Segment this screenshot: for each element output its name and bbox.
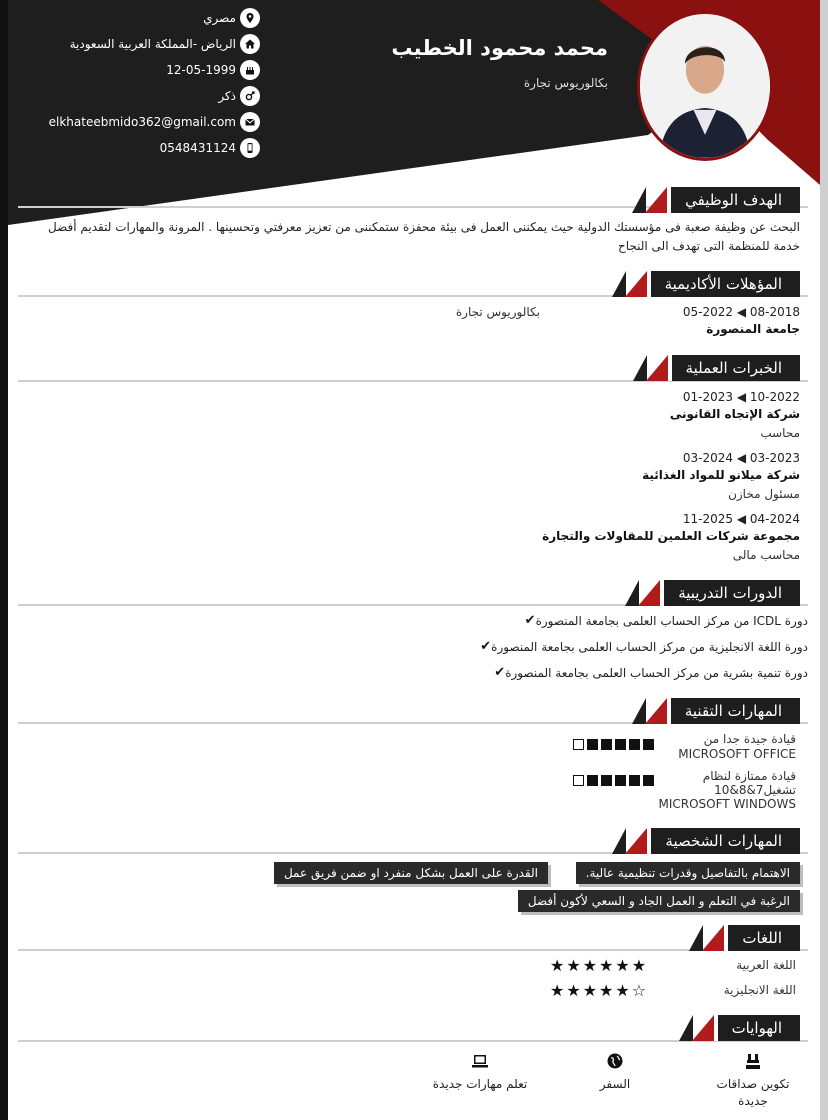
arrow-left-icon: ◀ — [733, 512, 750, 526]
section-title-label: الخبرات العملية — [672, 355, 800, 381]
course-item: ✔ دورة اللغة الانجليزية من مركز الحساب العلمى بجامعة المنصورة — [480, 639, 808, 654]
experience-company: شركة الإتجاه القانونى — [669, 407, 800, 421]
section-title-label: الهدف الوظيفي — [671, 187, 800, 213]
hobby-item: السفر — [565, 1052, 665, 1093]
level-square — [601, 739, 612, 750]
section-title-label: اللغات — [728, 925, 800, 951]
section-title-languages — [689, 925, 800, 951]
date-to: 05-2022 — [682, 305, 733, 319]
profile-photo — [637, 11, 773, 161]
personal-skill-tag: القدرة على العمل بشكل منفرد او ضمن فريق عمل — [274, 862, 548, 884]
candidate-name: محمد محمود الخطيب — [391, 36, 608, 60]
section-title-label: الهوايات — [718, 1015, 800, 1041]
language-name: اللغة العربية — [736, 958, 796, 972]
section-title-objective — [632, 187, 800, 213]
level-square — [615, 775, 626, 786]
language-star-rating: ★★★★★★ — [550, 956, 649, 975]
contact-nationality — [203, 7, 260, 29]
candidate-degree: بكالوريوس تجارة — [523, 76, 608, 90]
title-accent — [645, 187, 667, 213]
left-border — [0, 0, 8, 1120]
cv-page — [8, 0, 820, 1120]
skill-level-meter — [570, 771, 654, 790]
education-degree: بكالوريوس تجارة — [455, 305, 540, 319]
personal-skill-tag: الرغبة في التعلم و العمل الجاد و السعي لأكون أفضل — [518, 890, 800, 912]
laptop-icon — [471, 1052, 489, 1070]
contact-birthdate — [166, 59, 260, 81]
section-title-label: المهارات التقنية — [671, 698, 800, 724]
section-title-personal-skills — [612, 828, 800, 854]
experience-company: مجموعة شركات العلمين للمقاولات والتجارة — [542, 529, 800, 543]
contact-text: ذكر — [218, 89, 236, 103]
checkmark-icon: ✔ — [494, 665, 506, 680]
course-item: ✔ دورة ICDL من مركز الحساب العلمى بجامعة المنصورة — [524, 613, 808, 628]
location-pin-icon — [240, 8, 260, 28]
level-square — [643, 775, 654, 786]
right-border — [820, 0, 828, 1120]
checkmark-icon: ✔ — [480, 639, 492, 654]
section-title-education — [612, 271, 800, 297]
objective-text: البحث عن وظيفة صعبة فى مؤسستك الدولية حيث يمكننى العمل فى بيئة محفزة ستمكننى من تعزيز معرفتي وتحسينها . المرونة والمهارات لتقديم أفضل خدمة للمنظمة التى تهدف الى النجاح — [48, 220, 800, 253]
contact-address — [70, 33, 260, 55]
section-title-experience — [633, 355, 800, 381]
experience-date-range: 03-2024 ◀ 03-2023 — [682, 451, 800, 465]
arrow-left-icon: ◀ — [733, 451, 750, 465]
level-square-empty — [573, 775, 584, 786]
tech-skill-item: قيادة جيدة جدا من MICROSOFT OFFICE — [678, 732, 796, 761]
home-icon — [240, 34, 260, 54]
phone-icon — [240, 138, 260, 158]
experience-role: محاسب مالى — [732, 548, 800, 562]
hobby-item: تعلم مهارات جديدة — [430, 1052, 530, 1093]
gender-icon — [240, 86, 260, 106]
tech-skill-item: قيادة ممتازة لنظام تشغيل7&8&10 MICROSOFT WINDOWS — [658, 769, 796, 811]
contact-text: elkhateebmido362@gmail.com — [48, 115, 236, 129]
level-square — [615, 739, 626, 750]
level-square — [643, 739, 654, 750]
handshake-deal-icon — [744, 1052, 762, 1070]
hobby-item: تكوين صداقات جديدة — [703, 1052, 803, 1110]
checkmark-icon: ✔ — [524, 613, 536, 628]
level-square — [587, 775, 598, 786]
skill-level-meter — [570, 735, 654, 754]
section-title-label: الدورات التدريبية — [664, 580, 800, 606]
date-from: 08-2018 — [749, 305, 800, 319]
personal-skill-tag: الاهتمام بالتفاصيل وقدرات تنظيمية عالية. — [576, 862, 800, 884]
experience-date-range: 11-2025 ◀ 04-2024 — [682, 512, 800, 526]
level-square — [629, 739, 640, 750]
language-name: اللغة الانجليزية — [723, 983, 796, 997]
experience-role: مسئول مخازن — [728, 487, 800, 501]
contact-text: 0548431124 — [159, 141, 236, 155]
section-title-label: المهارات الشخصية — [651, 828, 800, 854]
contact-gender — [218, 85, 260, 107]
level-square — [629, 775, 640, 786]
birthday-cake-icon — [240, 60, 260, 80]
experience-role: محاسب — [760, 426, 800, 440]
contact-text: مصري — [203, 11, 236, 25]
email-icon — [240, 112, 260, 132]
level-square-empty — [573, 739, 584, 750]
experience-company: شركة ميلانو للمواد الغذائية — [642, 468, 800, 482]
education-institution: جامعة المنصورة — [706, 322, 800, 336]
contact-text: 12-05-1999 — [166, 63, 236, 77]
language-star-rating: ★★★★★☆ — [550, 981, 649, 1000]
education-date-range — [683, 305, 800, 319]
contact-phone — [160, 137, 260, 159]
level-square — [601, 775, 612, 786]
course-item: ✔ دورة تنمية بشرية من مركز الحساب العلمى بجامعة المنصورة — [494, 665, 808, 680]
contact-email — [49, 111, 260, 133]
experience-date-range: 01-2023 ◀ 10-2022 — [682, 390, 800, 404]
title-notch — [632, 187, 646, 213]
contact-text: الرياض -المملكة العربية السعودية — [69, 37, 236, 51]
section-title-courses — [625, 580, 800, 606]
globe-travel-icon — [606, 1052, 624, 1070]
arrow-left-icon: ◀ — [733, 390, 750, 404]
arrow-left-icon: ◀ — [736, 305, 750, 319]
section-title-tech-skills — [632, 698, 800, 724]
section-title-label: المؤهلات الأكاديمية — [651, 271, 800, 297]
section-title-hobbies — [679, 1015, 800, 1041]
level-square — [587, 739, 598, 750]
